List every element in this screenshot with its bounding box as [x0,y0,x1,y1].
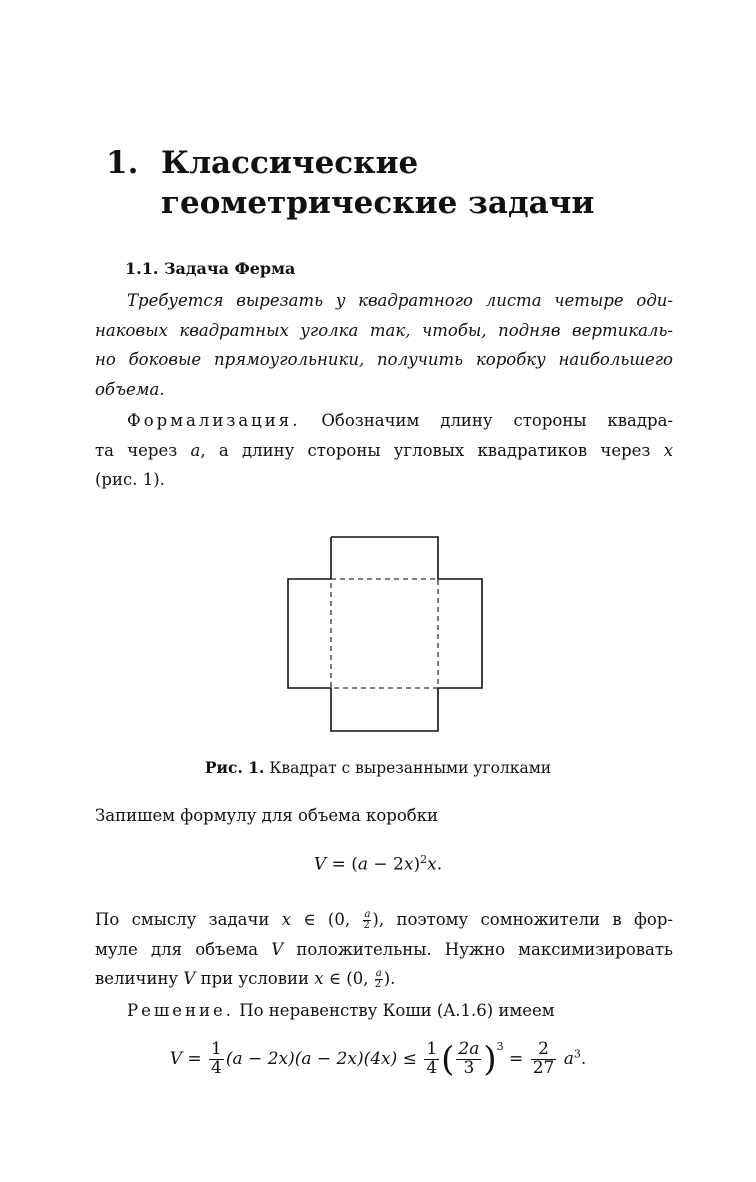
eq2-end: . [580,1049,587,1069]
frac-den: 2 [363,920,370,931]
eq2-f4-den: 27 [532,1058,555,1078]
eq2-f1-num: 1 [211,1039,222,1060]
eq2-exp-3: 3 [496,1040,504,1053]
chapter-title [161,143,594,223]
meaning-paragraph [95,905,673,994]
chapter-title-line1: Классические [161,145,419,181]
eq1-var-x2: x [427,854,437,875]
cut-square-figure [286,536,486,736]
eq2-f3-den: 3 [463,1058,475,1078]
problem-line-1: Требуется вырезать у квадратного листа четыре оди- [127,291,673,310]
frac-num: a [364,909,371,920]
formalization-paragraph [95,406,673,495]
meaning-text-2b: положительны. Нужно максимизировать [296,939,673,959]
chapter-number: 1. [106,145,139,181]
eq2-lhs: V [169,1049,182,1069]
solution-text: По неравенству Коши (A.1.6) имеем [239,1001,555,1020]
formalization-text-2b: , а длину стороны угловых квадратиков через [200,440,651,460]
meaning-var-v: V [271,939,284,959]
figure-fold-lines [331,579,438,688]
eq2-equals-2: = [509,1049,524,1069]
caption-label: Рис. 1. [204,758,265,777]
formalization-text-2a: та через [95,440,178,460]
formalization-line-3: (рис. 1). [95,470,165,489]
meaning-text-3b: при условии [200,969,310,988]
volume-intro: Запишем формулу для объема коробки [95,806,439,825]
meaning-var-x2: x [314,969,324,988]
formalization-line-1 [95,406,673,436]
eq1-end: . [436,854,443,875]
eq1-part-a: = ( [326,854,358,875]
figure-outline [288,537,482,731]
meaning-var-x: x [281,910,292,929]
formalization-text-1: Обозначим длину стороны квадра- [321,411,673,430]
meaning-line-3 [95,964,673,994]
problem-line-2: наковых квадратных уголка так, чтобы, подняв вертикаль- [95,320,673,340]
meaning-text-3c: ∈ (0, [328,969,369,988]
meaning-text-2a: муле для объема [95,939,259,959]
problem-line-4: объема. [95,379,165,399]
eq2-frac-4 [531,1041,557,1078]
frac2-den: 2 [374,979,382,990]
problem-line-3: но боковые прямоугольники, получить коробку наибольшего [95,350,673,369]
eq2-f2-den: 4 [426,1058,438,1078]
eq2-f1-den: 4 [211,1058,222,1078]
eq1-var-a: a [357,854,368,875]
eq1-exponent: 2 [420,853,428,866]
var-x: x [663,440,673,460]
meaning-line-2 [95,935,673,965]
eq2-equals: = [187,1049,202,1069]
eq1-part-b: − 2 [368,854,404,875]
equation-inequality [0,1040,756,1078]
equation-volume [0,853,756,875]
figure-caption [0,758,756,777]
eq2-f4-num: 2 [531,1041,557,1060]
section-title: 1.1. Задача Ферма [125,259,296,278]
eq2-tail-exp: 3 [573,1047,581,1061]
var-a: a [190,440,201,460]
eq1-var-x: x [403,854,414,875]
eq1-part-c: ) [413,854,421,875]
caption-text: Квадрат с вырезанными уголками [269,759,552,777]
meaning-line-1 [95,905,673,935]
eq2-f3-num: 2a [458,1039,480,1060]
solution-label: Решение. [127,1001,234,1020]
meaning-fraction [363,910,371,931]
chapter-title-line2: геометрические задачи [161,185,595,221]
frac2-num: a [375,968,382,979]
meaning-var-v2: V [183,969,196,988]
meaning-text-1b: ∈ (0, [303,910,351,929]
eq2-f2-num: 1 [426,1039,438,1060]
eq2-rparen: ) [483,1039,497,1080]
eq2-lparen: ( [441,1039,455,1080]
problem-statement [95,286,673,404]
meaning-text-3end: ). [383,969,396,988]
eq2-product: (a − 2x)(a − 2x)(4x) ≤ [225,1049,417,1069]
solution-line [95,996,673,1026]
formalization-label: Формализация. [127,411,301,430]
meaning-text-1a: По смыслу задачи [95,910,270,929]
eq1-lhs: V [313,854,327,875]
formalization-line-2 [95,436,673,466]
meaning-fraction-2 [375,969,383,990]
eq2-frac-3 [456,1041,481,1078]
eq2-tail-var: a [563,1049,574,1069]
meaning-text-3a: величину [95,969,179,988]
eq2-frac-1 [209,1041,224,1078]
meaning-text-1c: ), поэтому сомножители в фор- [372,910,673,929]
eq2-frac-2 [424,1041,439,1078]
